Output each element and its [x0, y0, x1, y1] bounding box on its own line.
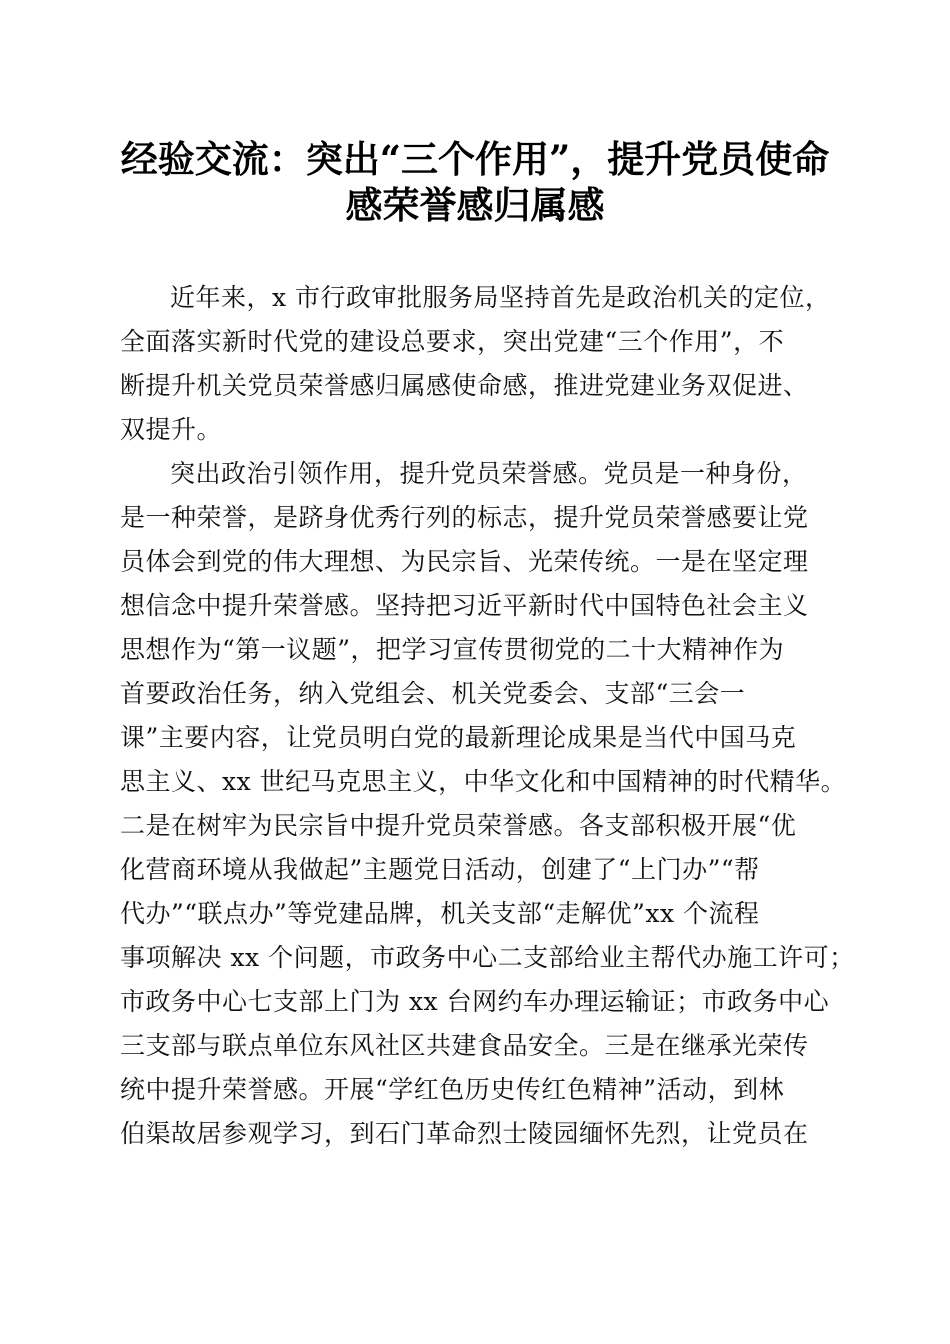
paragraph-2-line: 突出政治引领作用，提升党员荣誉感。党员是一种身份，: [170, 459, 808, 488]
paragraph-2-line: 统中提升荣誉感。开展“学红色历史传红色精神”活动，到林: [120, 1075, 785, 1104]
paragraph-2-line: 课”主要内容，让党员明白党的最新理论成果是当代中国马克: [120, 723, 797, 752]
paragraph-2-line: 市政务中心七支部上门为 xx 台网约车办理运输证；市政务中心: [120, 987, 830, 1016]
paragraph-2-line: 代办”“联点办”等党建品牌，机关支部“走解优”xx 个流程: [120, 899, 760, 928]
paragraph-2-line: 三支部与联点单位东风社区共建食品安全。三是在继承光荣传: [120, 1031, 809, 1060]
paragraph-2-line: 首要政治任务，纳入党组会、机关党委会、支部“三会一: [120, 679, 746, 708]
paragraph-2-line: 想信念中提升荣誉感。坚持把习近平新时代中国特色社会主义: [120, 591, 809, 620]
paragraph-1-line: 双提升。: [120, 415, 223, 444]
paragraph-2-line: 伯渠故居参观学习，到石门革命烈士陵园缅怀先烈，让党员在: [120, 1119, 809, 1148]
paragraph-2-line: 是一种荣誉，是跻身优秀行列的标志，提升党员荣誉感要让党: [120, 503, 809, 532]
paragraph-2-line: 二是在树牢为民宗旨中提升党员荣誉感。各支部积极开展“优: [120, 811, 797, 840]
paragraph-2-line: 事项解决 xx 个问题，市政务中心二支部给业主帮代办施工许可；: [120, 943, 855, 972]
paragraph-1-line: 断提升机关党员荣誉感归属感使命感，推进党建业务双促进、: [120, 371, 809, 400]
paragraph-2-line: 思想作为“第一议题”，把学习宣传贯彻党的二十大精神作为: [120, 635, 785, 664]
paragraph-2-line: 员体会到党的伟大理想、为民宗旨、光荣传统。一是在坚定理: [120, 547, 809, 576]
paragraph-2-line: 化营商环境从我做起”主题党日活动，创建了“上门办”“帮: [120, 855, 760, 884]
document-title-line-2: 感荣誉感归属感: [345, 183, 605, 227]
paragraph-2-line: 思主义、xx 世纪马克思主义，中华文化和中国精神的时代精华。: [120, 767, 847, 796]
document-title-line-1: 经验交流：突出“三个作用”，提升党员使命: [120, 137, 830, 181]
paragraph-1-line: 全面落实新时代党的建设总要求，突出党建“三个作用”，不: [120, 327, 785, 356]
paragraph-1-line: 近年来，x 市行政审批服务局坚持首先是政治机关的定位，: [170, 283, 831, 312]
